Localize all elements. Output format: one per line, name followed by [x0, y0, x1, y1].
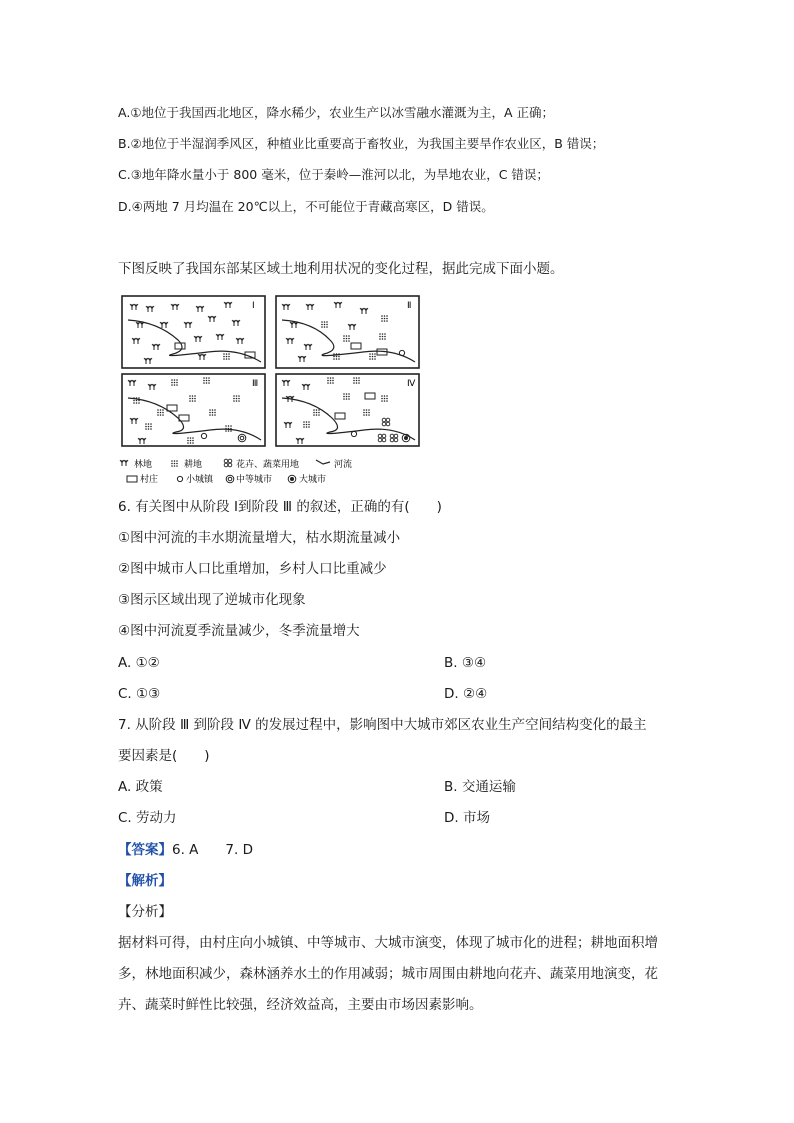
- q7-stem-line-1: 7. 从阶段 Ⅲ 到阶段 Ⅳ 的发展过程中，影响图中大城市郊区农业生产空间结构变化的最主: [118, 717, 647, 733]
- panel-label-1: Ⅰ: [252, 301, 255, 311]
- q7-option-c: C. 劳动力: [118, 810, 177, 826]
- panel-3: [122, 374, 265, 446]
- q6-item-1: ①图中河流的丰水期流量增大，枯水期流量减小: [118, 530, 401, 546]
- analysis-line-2: 多，林地面积减少，森林涵养水土的作用减弱；城市周围由耕地向花卉、蔬菜用地演变，花: [118, 966, 658, 982]
- prev-option-b: B.②地位于半湿润季风区，种植业比重要高于畜牧业，为我国主要旱作农业区，B 错误；: [118, 136, 605, 151]
- q6-option-c: C. ①③: [118, 686, 161, 702]
- legend-big-city: 大城市: [299, 475, 327, 485]
- q6-option-b: B. ③④: [444, 655, 487, 671]
- panel-4: [276, 374, 419, 446]
- prev-option-c: C.③地年降水量小于 800 毫米，位于秦岭—淮河以北，为旱地农业，C 错误；: [118, 167, 549, 182]
- prev-option-d: D.④两地 7 月均温在 20℃以上，不可能位于青藏高寒区，D 错误。: [118, 199, 494, 214]
- answer-label: 【答案】: [118, 842, 172, 858]
- analysis-line-1: 据材料可得，由村庄向小城镇、中等城市、大城市演变，体现了城市化的进程；耕地面积增: [118, 935, 658, 951]
- legend-medium-city: 中等城市: [236, 475, 273, 485]
- panel-2: [276, 296, 419, 368]
- q7-option-b: B. 交通运输: [444, 779, 516, 795]
- answer-line: [118, 840, 253, 860]
- analysis-line-3: 卉、蔬菜时鲜性比较强，经济效益高，主要由市场因素影响。: [118, 997, 483, 1013]
- panel-label-2: Ⅱ: [407, 301, 412, 311]
- legend-village: 村庄: [140, 475, 159, 485]
- panel-label-4: Ⅳ: [407, 379, 416, 389]
- q6-option-a: A. ①②: [118, 655, 160, 671]
- question-intro: 下图反映了我国东部某区域土地利用状况的变化过程，据此完成下面小题。: [118, 261, 564, 277]
- legend-flower-veg: 花卉、蔬菜用地: [236, 460, 300, 470]
- q6-item-4: ④图中河流夏季流量减少，冬季流量增大: [118, 623, 360, 639]
- figure-legend: [120, 458, 352, 485]
- q6-item-2: ②图中城市人口比重增加，乡村人口比重减少: [118, 561, 387, 577]
- q6-stem: 6. 有关图中从阶段 Ⅰ到阶段 Ⅲ 的叙述，正确的有( ): [118, 499, 442, 515]
- land-use-map-svg: [118, 292, 424, 486]
- legend-town: 小城镇: [186, 475, 214, 485]
- q6-option-d: D. ②④: [444, 686, 488, 702]
- answer-text: 6. A 7. D: [172, 842, 253, 858]
- q7-option-a: A. 政策: [118, 779, 163, 795]
- panel-1: [122, 296, 265, 368]
- q6-item-3: ③图示区域出现了逆城市化现象: [118, 592, 306, 608]
- legend-river: 河流: [334, 460, 353, 470]
- land-use-figure: [118, 292, 424, 486]
- q7-option-d: D. 市场: [444, 810, 490, 826]
- fenxi-label: 【分析】: [118, 904, 172, 920]
- q7-stem-line-2: 要因素是( ): [118, 748, 210, 764]
- prev-option-a: A.①地位于我国西北地区，降水稀少，农业生产以冰雪融水灌溉为主，A 正确；: [118, 105, 555, 120]
- panel-label-3: Ⅲ: [252, 379, 259, 389]
- analysis-label: 【解析】: [118, 873, 172, 889]
- legend-farmland: 耕地: [184, 460, 203, 470]
- legend-forest: 林地: [134, 460, 153, 470]
